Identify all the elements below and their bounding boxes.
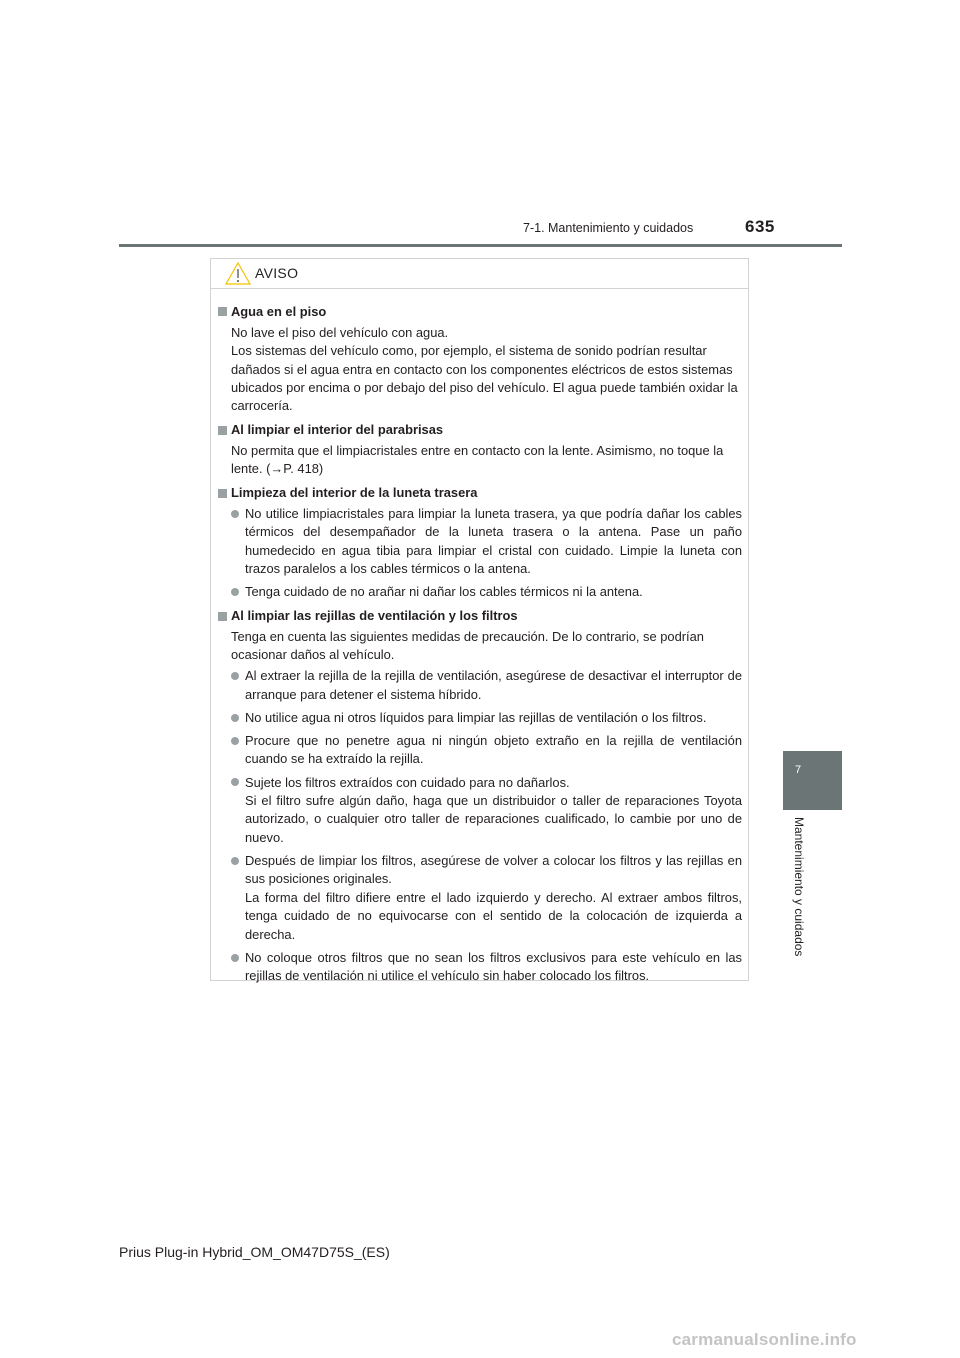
bullet-item: [231, 732, 742, 769]
square-bullet-icon: [218, 489, 227, 498]
bullet-item: [231, 667, 742, 704]
section-heading-text: Agua en el piso: [231, 304, 327, 319]
round-bullet-icon: [231, 857, 239, 865]
bullet-text: Después de limpiar los filtros, asegúrese de volver a colocar los filtros y las rejillas en sus posiciones originales.: [245, 853, 742, 887]
bullet-text: No utilice agua ni otros líquidos para limpiar las rejillas de ventilación o los filtros.: [245, 709, 707, 725]
section-heading-text: Al limpiar el interior del parabrisas: [231, 422, 444, 438]
round-bullet-icon: [231, 588, 239, 596]
bullet-text: Si el filtro sufre algún daño, haga que un distribuidor o taller de reparaciones Toyota autorizado, o cualquier otro taller de reparaciones cualificado, lo cambie por uno de nuevo.: [245, 793, 742, 845]
square-bullet-icon: [218, 426, 227, 435]
warning-body: [211, 289, 748, 986]
section-heading: [218, 303, 742, 321]
section-heading-text: Al limpiar las rejillas de ventilación y los filtros: [231, 608, 518, 624]
chapter-tab: [783, 751, 842, 810]
footer-doc-id: Prius Plug-in Hybrid_OM_OM47D75S_(ES): [119, 1244, 390, 1260]
section-heading: [218, 421, 742, 439]
round-bullet-icon: [231, 510, 239, 518]
round-bullet-icon: [231, 672, 239, 680]
bullet-text: Al extraer la rejilla de la rejilla de ventilación, asegúrese de desactivar el interruptor de arranque para detener el sistema híbrido.: [245, 668, 742, 702]
warning-section: [218, 303, 742, 416]
square-bullet-icon: [218, 307, 227, 316]
warning-title: AVISO: [255, 265, 299, 281]
section-heading: [218, 484, 742, 502]
watermark: carmanualsonline.info: [672, 1330, 857, 1349]
square-bullet-icon: [218, 612, 227, 621]
section-paragraph: No lave el piso del vehículo con agua.: [231, 324, 449, 340]
bullet-text: Sujete los filtros extraídos con cuidado para no dañarlos.: [245, 774, 570, 790]
bullet-item: [231, 852, 742, 944]
section-title: 7-1. Mantenimiento y cuidados: [523, 221, 694, 235]
warning-section: [218, 421, 742, 479]
section-paragraph: Los sistemas del vehículo como, por ejemplo, el sistema de sonido podrían resultar dañados si el agua entra en contacto con los componentes eléctricos de estos sistemas ubicados por encima o por debajo del piso del vehículo. El agua puede también oxidar la carrocería.: [231, 343, 738, 414]
chapter-side-label: Mantenimiento y cuidados: [792, 817, 806, 957]
warning-box: [210, 258, 749, 984]
section-paragraph: No permita que el limpiacristales entre en contacto con la lente. Asimismo, no toque la lente. (→P. 418): [231, 443, 724, 477]
bullet-text: No coloque otros filtros que no sean los filtros exclusivos para este vehículo en las rejillas de ventilación ni utilice el vehículo sin haber colocado los filtros.: [245, 949, 742, 984]
round-bullet-icon: [231, 954, 239, 962]
round-bullet-icon: [231, 778, 239, 786]
bullet-item: [231, 583, 742, 601]
bullet-item: [231, 949, 742, 986]
section-heading-text: Limpieza del interior de la luneta trasera: [231, 485, 478, 501]
round-bullet-icon: [231, 714, 239, 722]
round-bullet-icon: [231, 737, 239, 745]
warning-triangle-icon: [225, 262, 251, 285]
section-heading: [218, 607, 742, 625]
bullet-text: No utilice limpiacristales para limpiar la luneta trasera, ya que podría dañar los cables térmicos del desempañador de la luneta trasera o la antena. Pase un paño humedecido en agua tibia para limpiar el cristal con cuidado. Limpie la luneta con trazos paralelos a los cables térmicos o la antena.: [245, 506, 742, 577]
bullet-text: La forma del filtro difiere entre el lado izquierdo y derecho. Al extraer ambos filtros, tenga cuidado de no equivocarse con el sentido de la colocación de izquierda a derecha.: [245, 889, 742, 942]
warning-section: [218, 607, 742, 985]
bullet-item: [231, 505, 742, 579]
header-rule: [119, 244, 842, 247]
bullet-text: Procure que no penetre agua ni ningún objeto extraño en la rejilla de ventilación cuando se ha extraído la rejilla.: [245, 733, 742, 767]
chapter-number: 7: [795, 764, 802, 776]
warning-section: [218, 484, 742, 602]
page-number: 635: [745, 217, 775, 236]
section-paragraph: Tenga en cuenta las siguientes medidas de precaución. De lo contrario, se podrían ocasionar daños al vehículo.: [231, 629, 704, 663]
warning-header: [211, 259, 748, 289]
bullet-item: [231, 774, 742, 848]
bullet-item: [231, 709, 742, 727]
bullet-text: Tenga cuidado de no arañar ni dañar los cables térmicos ni la antena.: [245, 584, 643, 600]
